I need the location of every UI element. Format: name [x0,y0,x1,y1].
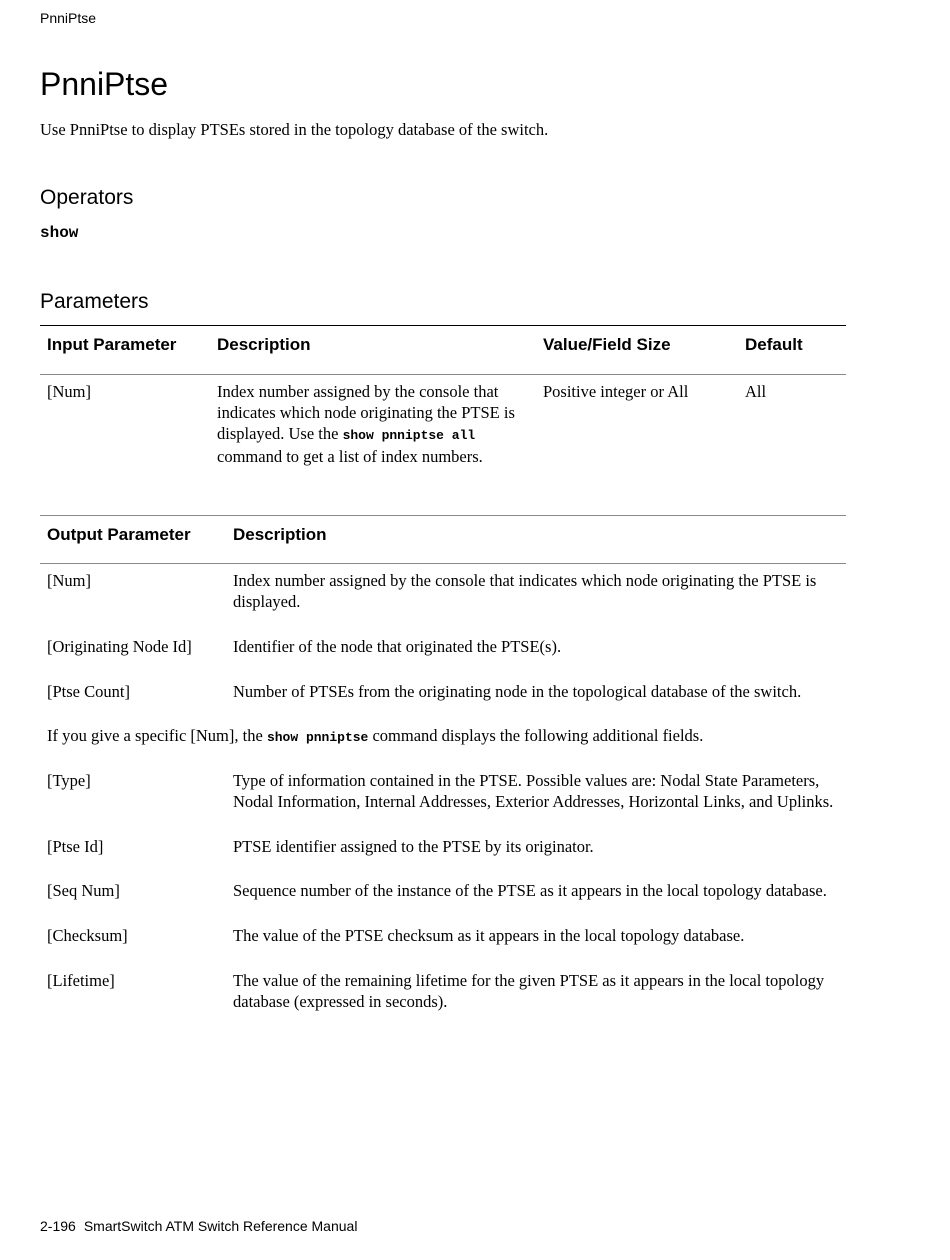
operator-code: show [40,224,79,242]
output-param-description: PTSE identifier assigned to the PTSE by its originator. [233,837,594,856]
output-param-description: Number of PTSEs from the originating node in the topological database of the switch. [233,682,802,701]
output-param-description: The value of the remaining lifetime for the given PTSE as it appears in the local topology database (expressed in seconds). [233,971,825,1011]
table-top-rule [40,515,846,516]
output-param-description: Sequence number of the instance of the PTSE as it appears in the local topology database. [233,881,827,900]
output-param-name: [Lifetime] [47,971,115,990]
output-param-description: Index number assigned by the console that indicates which node originating the PTSE is displayed. [233,571,817,611]
parameters-heading: Parameters [40,290,149,313]
output-param-description: The value of the PTSE checksum as it appears in the local topology database. [233,926,745,945]
column-header-description: Description [233,525,327,544]
column-header-output-parameter: Output Parameter [47,525,191,544]
column-header-value-field-size: Value/Field Size [543,335,671,354]
output-param-description: Type of information contained in the PTSE. Possible values are: Nodal State Parameters, Nodal Information, Internal Addresses, Exterior Addresses, Horizontal Links, and Uplinks. [233,771,834,811]
output-param-name: [Seq Num] [47,881,120,900]
output-param-name: [Type] [47,771,91,790]
page-footer [40,1218,357,1234]
output-param-name: [Originating Node Id] [47,637,192,656]
running-head: PnniPtse [40,10,97,26]
operators-heading: Operators [40,186,134,209]
inline-command: show pnniptse [266,730,369,745]
column-header-description: Description [217,335,311,354]
table-header-rule [40,563,846,564]
table-header-rule [40,374,846,375]
column-header-input-parameter: Input Parameter [47,335,177,354]
input-param-default: All [745,382,767,401]
input-param-value: Positive integer or All [543,382,689,401]
inline-command: show pnniptse all [342,428,476,443]
page-number: 2-196 [40,1218,76,1234]
manual-title: SmartSwitch ATM Switch Reference Manual [83,1218,358,1234]
output-param-name: [Ptse Count] [47,682,130,701]
column-header-default: Default [745,335,803,354]
output-param-description: Identifier of the node that originated the PTSE(s). [233,637,562,656]
page-title: PnniPtse [40,66,169,102]
input-param-name: [Num] [47,382,91,401]
intro-paragraph: Use PnniPtse to display PTSEs stored in the topology database of the switch. [40,120,549,139]
output-param-name: [Ptse Id] [47,837,104,856]
output-param-name: [Checksum] [47,926,128,945]
additional-fields-note: If you give a specific [Num], the show pnniptse command displays the following additional fields. [47,726,704,745]
input-param-description: Index number assigned by the console that indicates which node originating the PTSE is displayed. Use the show pnniptse all command to get a list of index numbers. [217,382,515,466]
output-param-name: [Num] [47,571,91,590]
table-top-rule [40,325,846,326]
